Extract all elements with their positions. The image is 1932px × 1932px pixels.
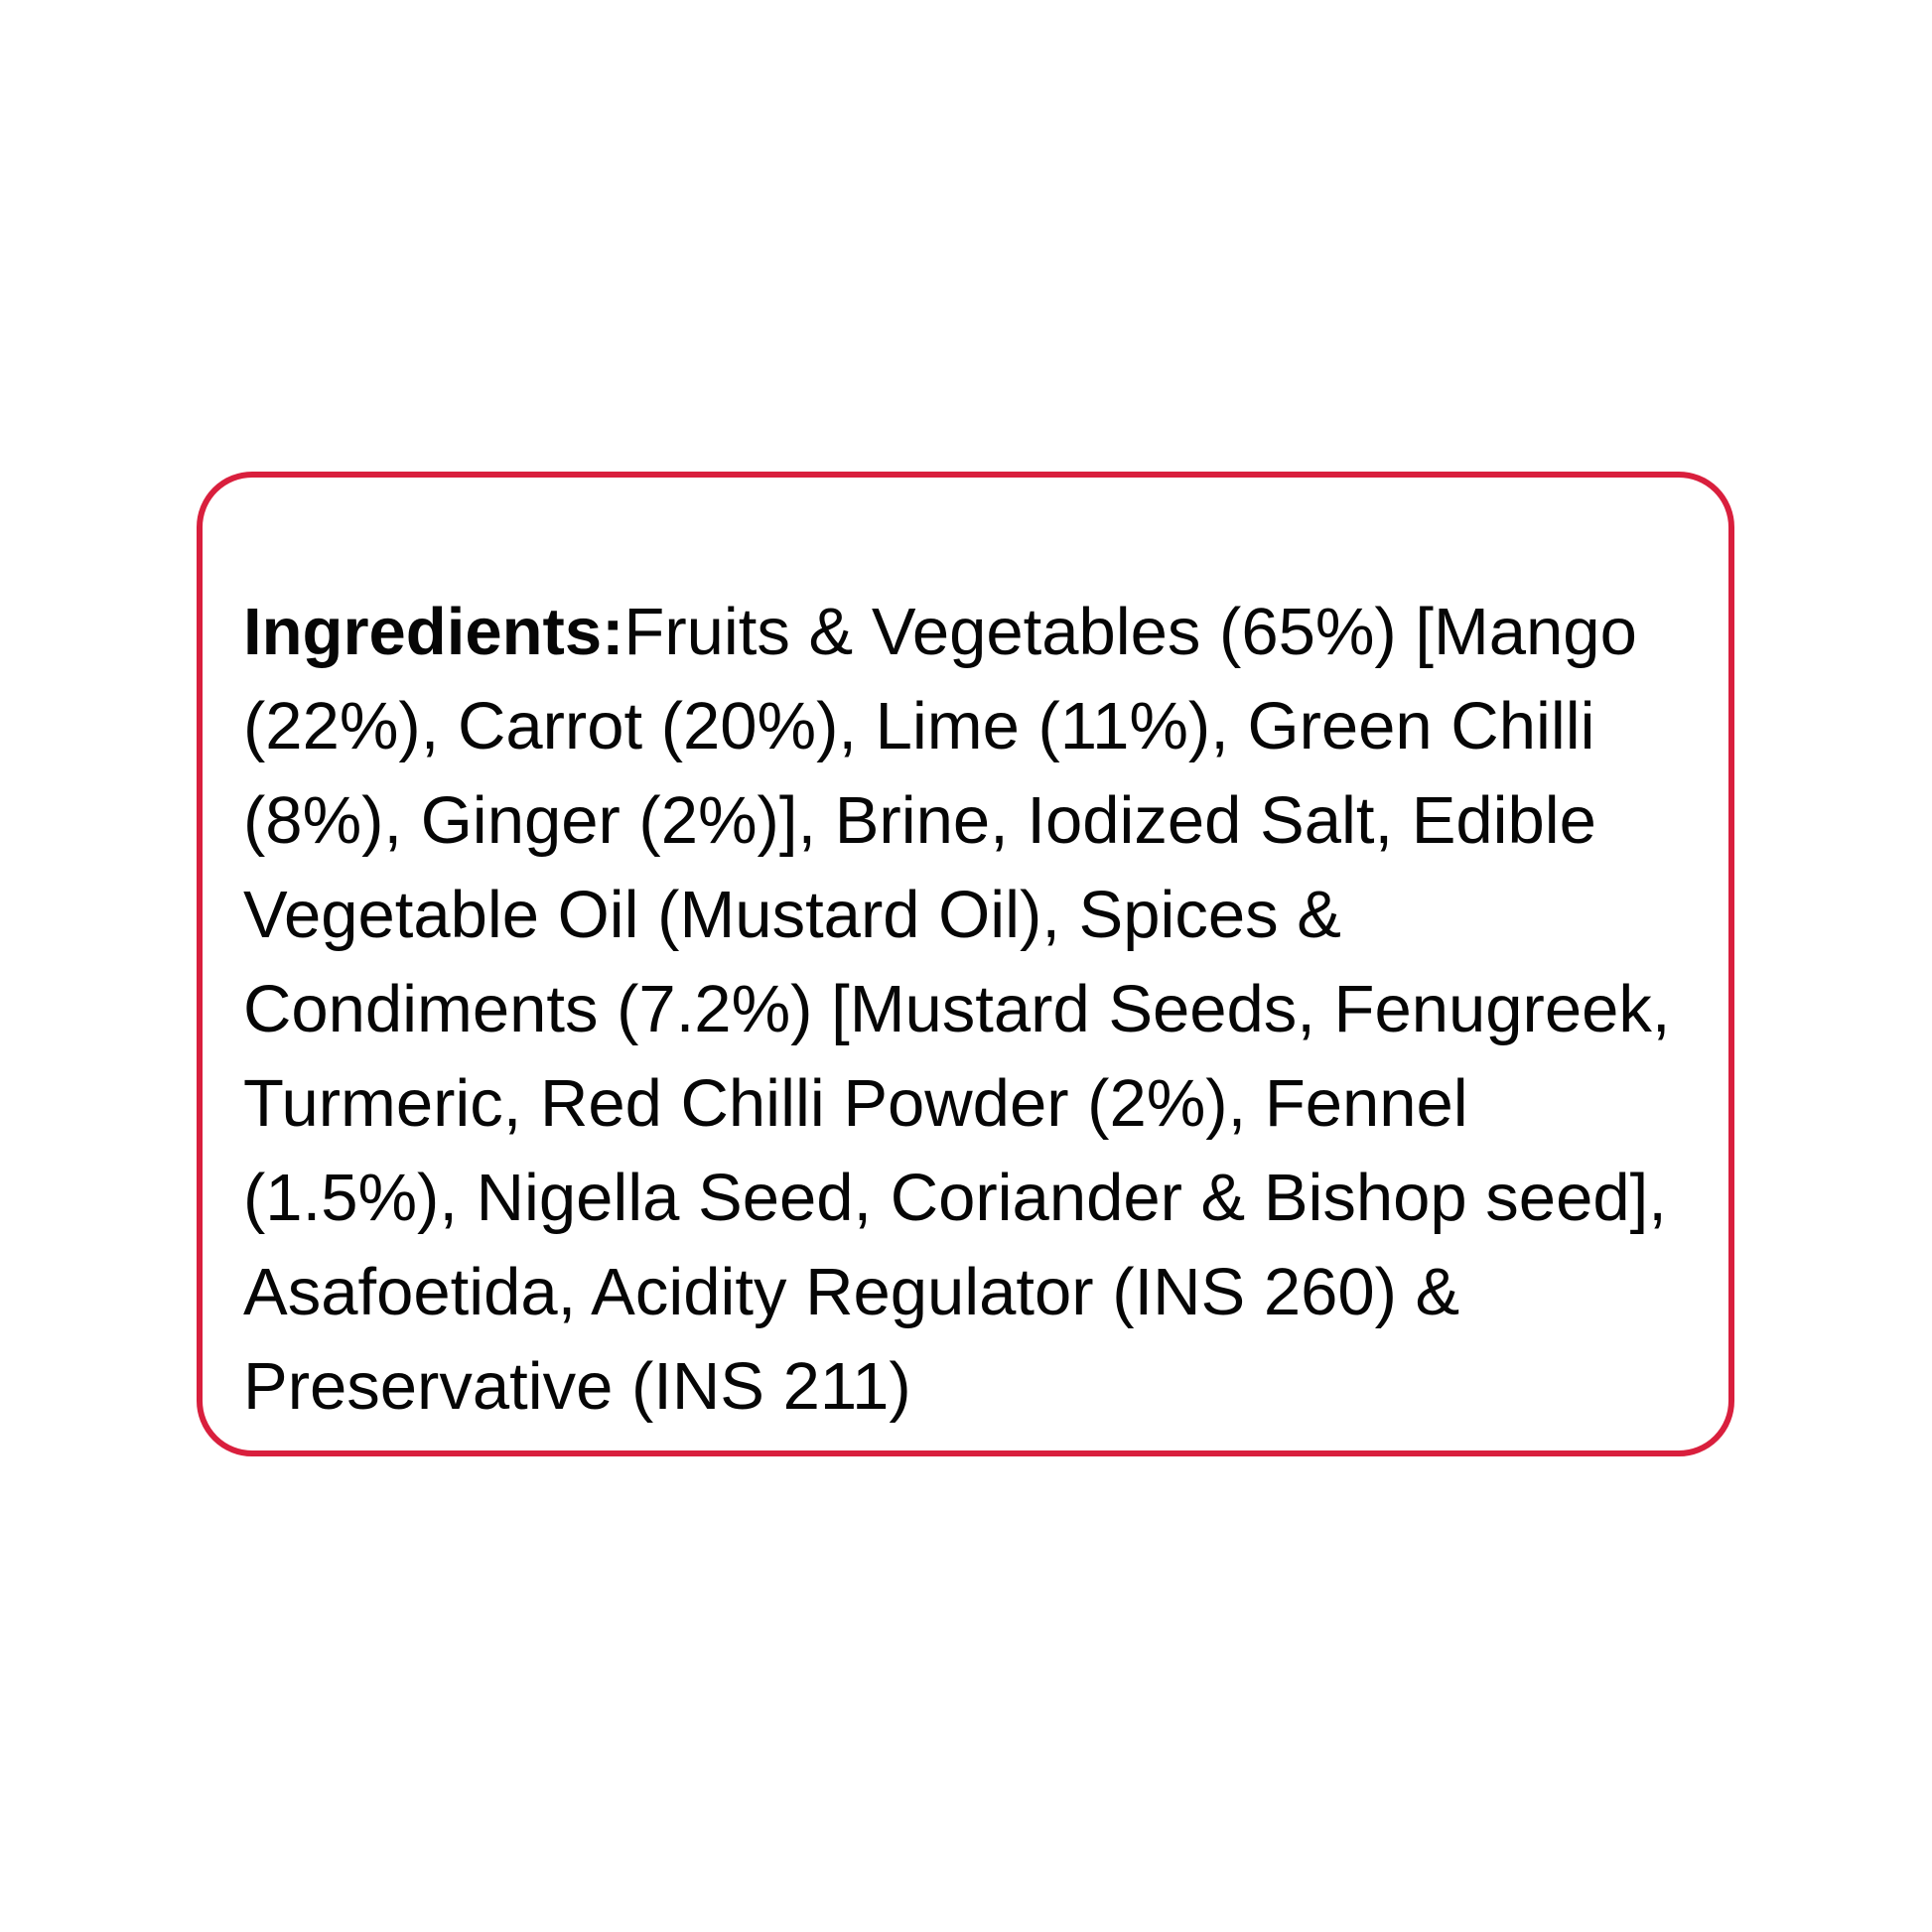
ingredients-line: [243, 585, 1699, 679]
ingredients-line: Vegetable Oil (Mustard Oil), Spices &: [243, 878, 1341, 952]
ingredients-line: Condiments (7.2%) [Mustard Seeds, Fenugreek,: [243, 972, 1671, 1046]
ingredients-line: Preservative (INS 211): [243, 1349, 911, 1424]
ingredients-text-block: [203, 478, 1728, 1434]
ingredients-lines-container: [243, 679, 1699, 1434]
ingredients-label: Ingredients:: [243, 595, 624, 669]
ingredients-line1-text: Fruits & Vegetables (65%) [Mango: [623, 595, 1637, 669]
ingredients-line: Turmeric, Red Chilli Powder (2%), Fennel: [243, 1066, 1468, 1141]
ingredients-line: Asafoetida, Acidity Regulator (INS 260) &: [243, 1255, 1460, 1329]
ingredients-line: (22%), Carrot (20%), Lime (11%), Green Chilli: [243, 689, 1595, 763]
ingredients-panel: [197, 472, 1734, 1456]
ingredients-line: (1.5%), Nigella Seed, Coriander & Bishop seed],: [243, 1161, 1667, 1235]
ingredients-line: (8%), Ginger (2%)], Brine, Iodized Salt, Edible: [243, 783, 1596, 858]
